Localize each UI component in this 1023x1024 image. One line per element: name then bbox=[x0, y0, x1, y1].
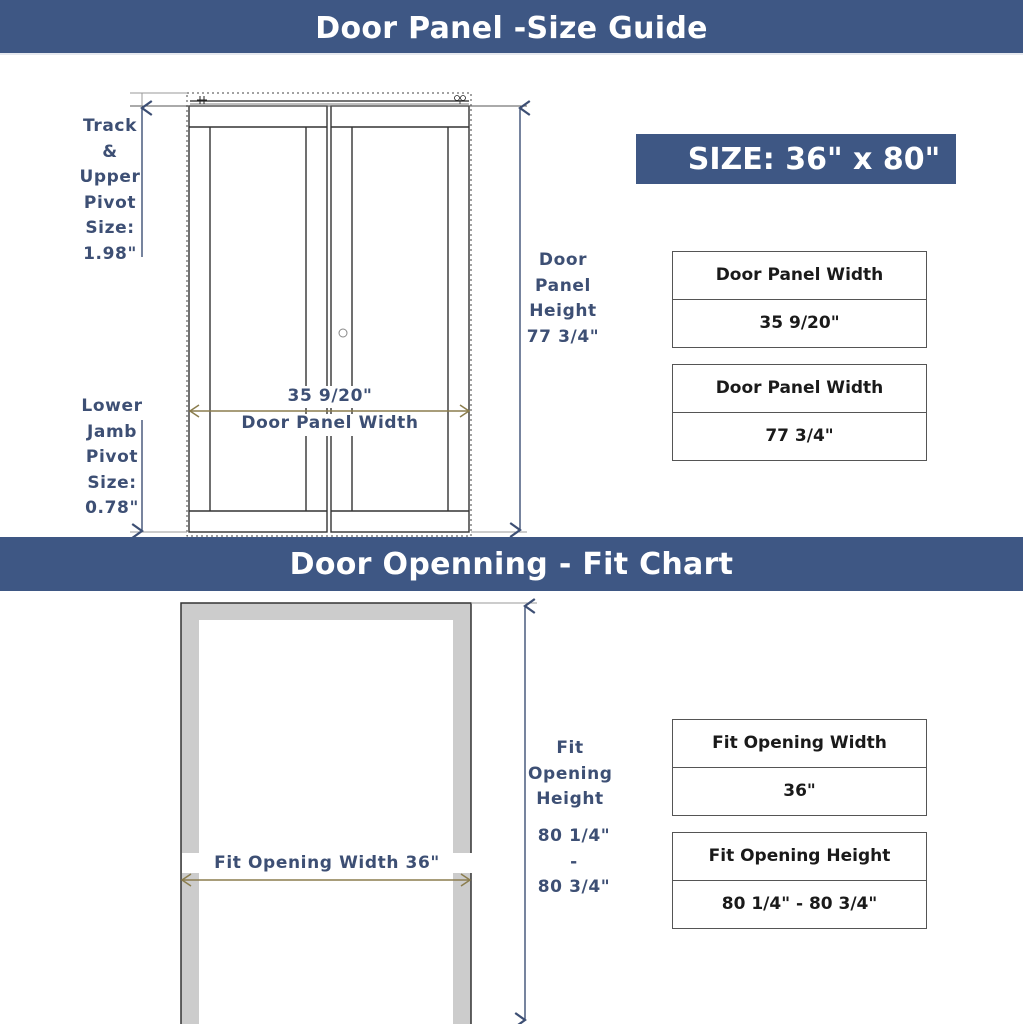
spec-header: Fit Opening Width bbox=[712, 733, 887, 753]
opening-width-label: Fit Opening Width 36" bbox=[182, 853, 472, 873]
spec-header: Door Panel Width bbox=[715, 265, 884, 285]
spec-table-opening-height bbox=[672, 832, 927, 929]
opening-frame bbox=[181, 603, 471, 1024]
spec-value: 35 9/20" bbox=[673, 299, 926, 347]
spec-table-panel-width bbox=[672, 251, 927, 348]
spec-table-opening-width bbox=[672, 719, 927, 816]
spec-header: Door Panel Width bbox=[715, 378, 884, 398]
spec-value: 77 3/4" bbox=[673, 412, 926, 460]
lower-jamb-pivot-label: Lower Jamb Pivot Size: 0.78" bbox=[81, 396, 143, 518]
panel-width-label: Door Panel Width bbox=[241, 413, 419, 433]
upper-pivot-right-icon bbox=[455, 96, 466, 105]
spec-table-panel-height bbox=[672, 364, 927, 461]
spec-value: 80 1/4" - 80 3/4" bbox=[673, 880, 926, 928]
fit-opening-height-label: Fit Opening Height bbox=[528, 738, 613, 809]
door-leaf-right bbox=[331, 106, 469, 532]
opening-width-arrow bbox=[182, 874, 470, 886]
spec-header: Fit Opening Height bbox=[708, 846, 891, 866]
panel-outline bbox=[187, 93, 471, 536]
panel-width-value: 35 9/20" bbox=[287, 386, 373, 406]
size-badge: SIZE: 36" x 80" bbox=[636, 134, 956, 184]
fit-opening-height-range: 80 1/4" - 80 3/4" bbox=[537, 826, 611, 897]
door-panel-height-label: Door Panel Height 77 3/4" bbox=[526, 250, 600, 347]
upper-pivot-left-icon bbox=[197, 96, 207, 104]
door-handle-icon bbox=[339, 329, 347, 337]
spec-value: 36" bbox=[673, 767, 926, 815]
section-title-fit-chart: Door Openning - Fit Chart bbox=[0, 537, 1023, 591]
door-leaf-left bbox=[189, 106, 327, 532]
track-upper-pivot-label: Track & Upper Pivot Size: 1.98" bbox=[79, 116, 141, 264]
section-title-door-panel: Door Panel -Size Guide bbox=[0, 0, 1023, 55]
